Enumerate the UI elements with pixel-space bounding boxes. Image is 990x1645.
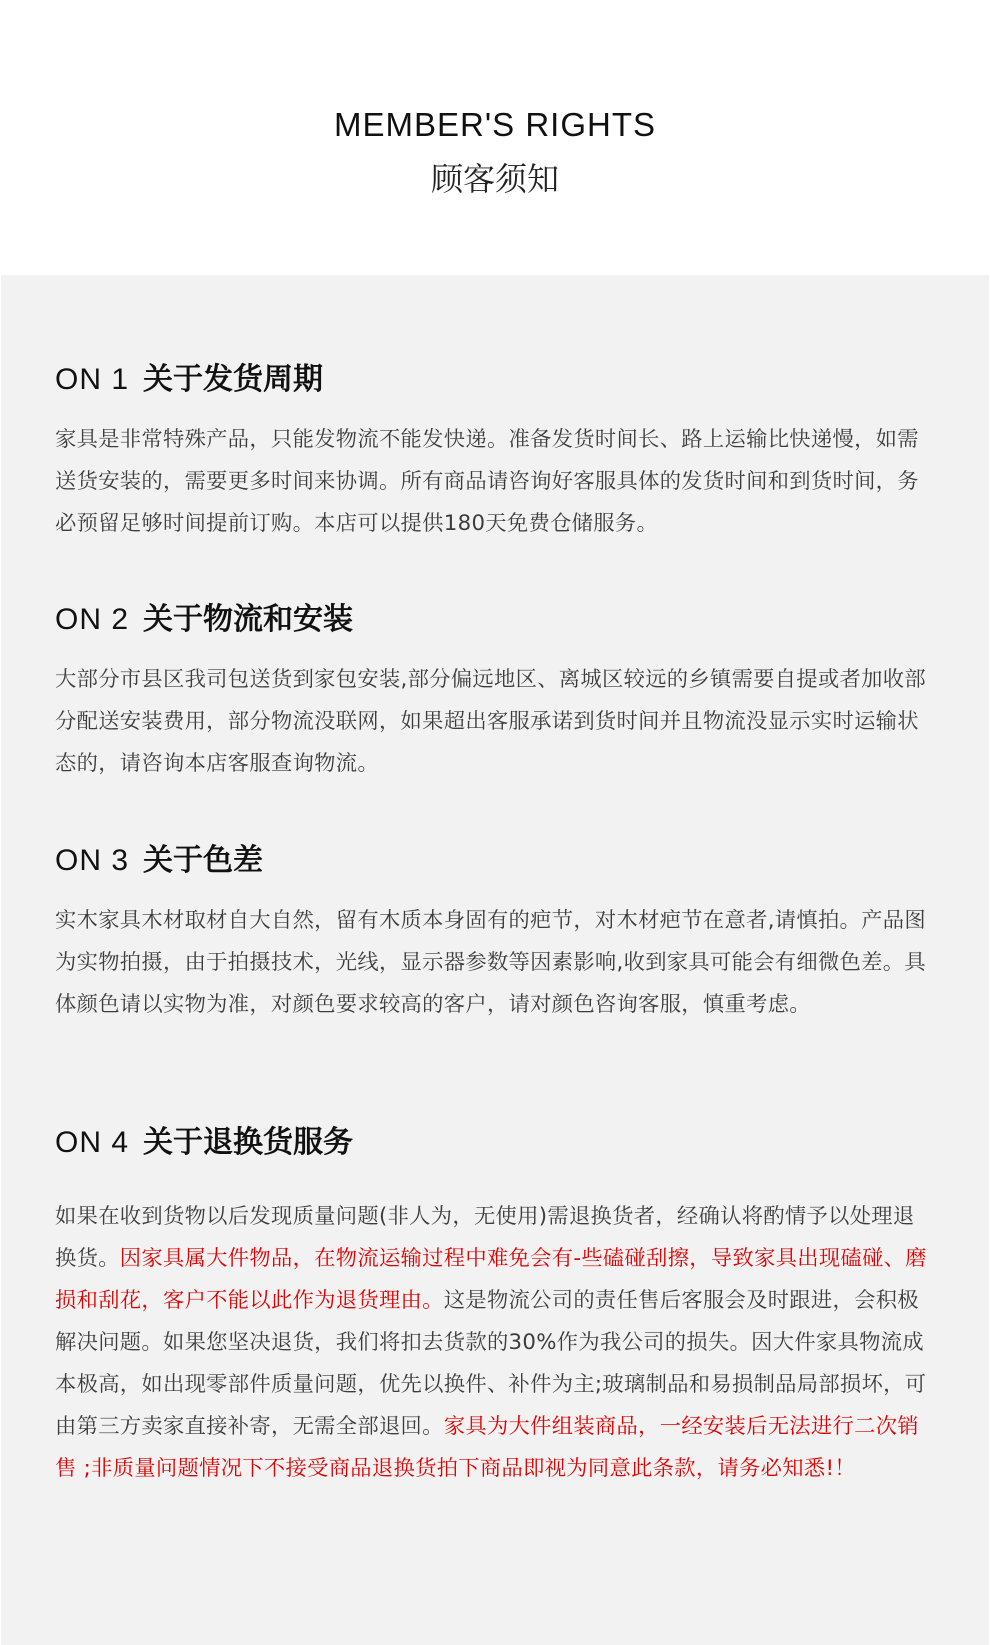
section-body xyxy=(55,900,935,1026)
section-heading xyxy=(55,843,935,879)
warning-text: 家具为大件组装商品，一经安装后无法进行二次销售 ;非质量问题情况下不接受商品退换货拍下商品即视为同意此条款，请务必知悉!！ xyxy=(55,1414,919,1481)
section-heading xyxy=(55,1125,935,1161)
section-title: 关于退换货服务 xyxy=(143,1125,354,1160)
section-title: 关于物流和安装 xyxy=(143,602,354,637)
section-title: 关于发货周期 xyxy=(143,362,324,397)
section-logistics-installation xyxy=(55,602,935,785)
body-text: 如果在收到货物以后发现质量问题(非人为，无使用)需退换货者，经确认将酌情予以处理退换货。 xyxy=(55,1204,915,1271)
section-paragraph: 实木家具木材取材自大自然，留有木质本身固有的疤节，对木材疤节在意者,请慎拍。产品图为实物拍摄，由于拍摄技术，光线，显示器参数等因素影响,收到家具可能会有细微色差。具体颜色请以实物为准，对颜色要求较高的客户，请对颜色咨询客服，慎重考虑。 xyxy=(55,908,926,1017)
section-returns-exchange xyxy=(55,1125,935,1490)
section-body xyxy=(55,1196,935,1490)
section-title: 关于色差 xyxy=(143,843,264,878)
section-shipping-cycle xyxy=(55,362,935,545)
section-paragraph xyxy=(55,1196,935,1490)
section-number: ON 1 xyxy=(55,363,130,396)
page-title-cn: 顾客须知 xyxy=(430,160,559,198)
section-heading xyxy=(55,362,935,398)
section-body xyxy=(55,419,935,545)
section-paragraph: 大部分市县区我司包送货到家包安装,部分偏远地区、离城区较远的乡镇需要自提或者加收部分配送安装费用，部分物流没联网，如果超出客服承诺到货时间并且物流没显示实时运输状态的，请咨询本店客服查询物流。 xyxy=(55,667,926,776)
warning-text: 因家具属大件物品，在物流运输过程中难免会有-些磕碰刮擦，导致家具出现磕碰、磨损和刮花，客户不能以此作为退货理由。 xyxy=(55,1246,927,1313)
page-title-en: MEMBER'S RIGHTS xyxy=(334,106,656,143)
section-heading xyxy=(55,602,935,638)
section-number: ON 3 xyxy=(55,844,130,877)
page-header xyxy=(0,0,990,275)
body-text: 这是物流公司的责任售后客服会及时跟进，会积极解决问题。如果您坚决退货，我们将扣去货款的30%作为我公司的损失。因大件家具物流成本极高，如出现零部件质量问题，优先以换件、补件为主;玻璃制品和易损制品局部损坏，可由第三方卖家直接补寄，无需全部退回。 xyxy=(55,1288,927,1439)
section-number: ON 2 xyxy=(55,603,130,636)
section-paragraph: 家具是非常特殊产品，只能发物流不能发快递。准备发货时间长、路上运输比快递慢，如需送货安装的，需要更多时间来协调。所有商品请咨询好客服具体的发货时间和到货时间，务必预留足够时间提前订购。本店可以提供180天免费仓储服务。 xyxy=(55,427,919,536)
section-number: ON 4 xyxy=(55,1126,130,1159)
section-body xyxy=(55,659,935,785)
notice-panel xyxy=(1,275,989,1645)
section-color-difference xyxy=(55,843,935,1026)
